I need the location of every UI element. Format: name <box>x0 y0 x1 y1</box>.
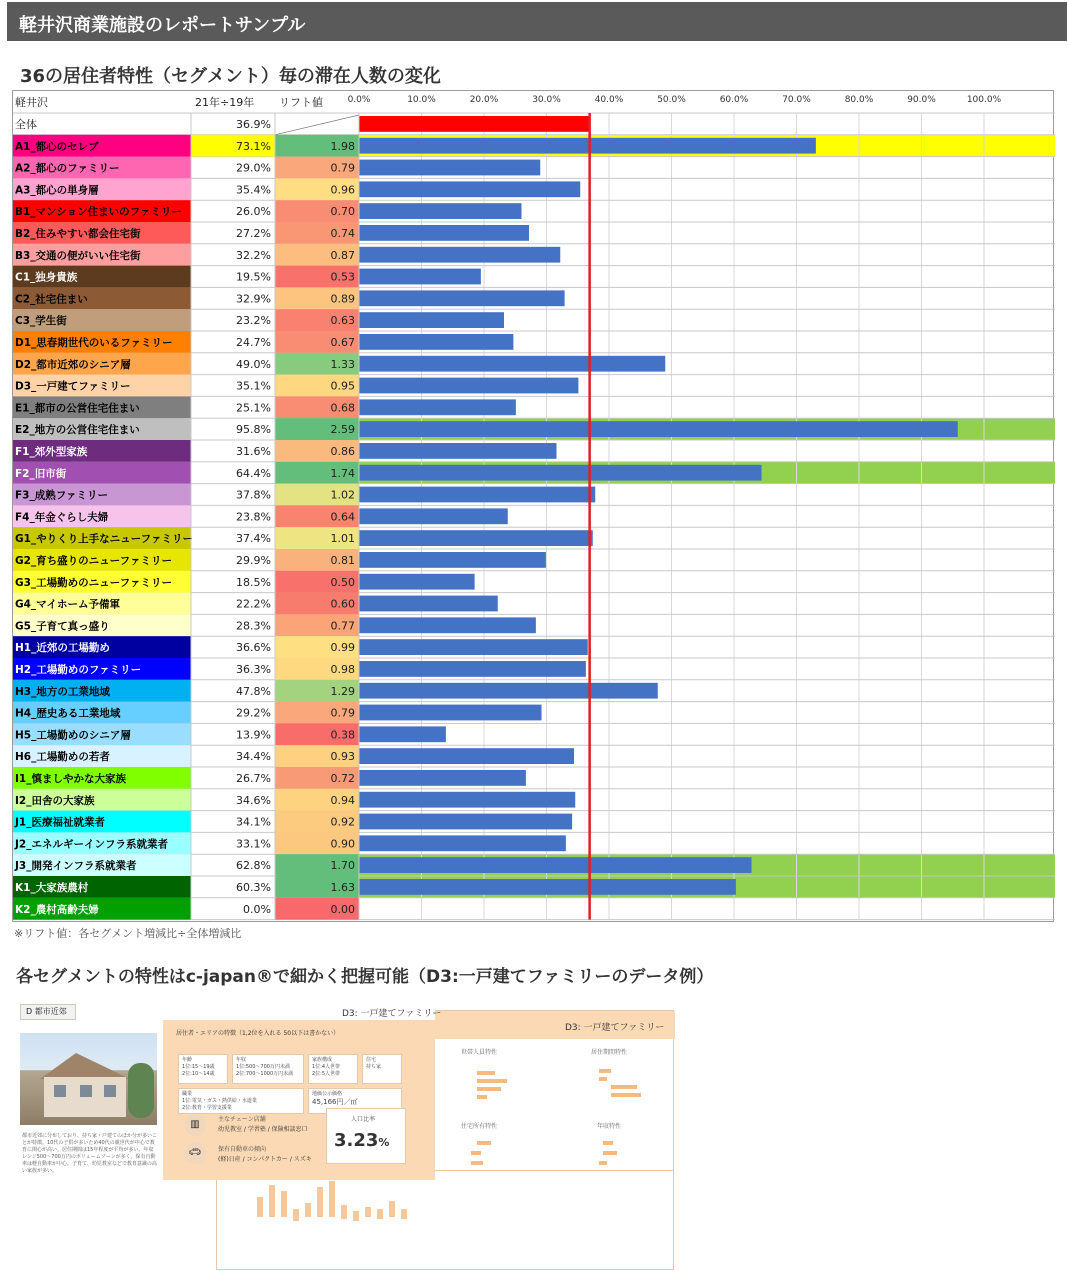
mini-bar <box>477 1087 501 1091</box>
ratio-value: 32.9% <box>236 292 271 306</box>
lift-value: 0.63 <box>330 314 355 328</box>
lift-value: 0.74 <box>330 227 355 240</box>
header-ratio-label: 21年÷19年 <box>195 96 255 109</box>
segment-bar <box>359 508 508 524</box>
mini-chart-title: 年収特性 <box>597 1123 622 1130</box>
ratio-value: 22.2% <box>236 597 271 611</box>
lift-value: 0.93 <box>330 750 355 764</box>
total-bar <box>359 116 590 132</box>
mini-bar <box>603 1141 613 1145</box>
lift-value: 0.72 <box>330 772 355 785</box>
housing-card: 住宅 持ち家 <box>362 1054 402 1084</box>
segment-bar <box>359 552 546 568</box>
segment-bar <box>359 748 574 764</box>
lift-value: 0.89 <box>330 292 355 306</box>
segment-label: H1_近郊の工場勤め <box>15 642 110 655</box>
lift-value: 1.01 <box>330 532 355 546</box>
segment-label: K2_農村高齢夫婦 <box>15 903 99 916</box>
ratio-value: 47.8% <box>236 684 271 698</box>
mini-bar <box>611 1085 637 1089</box>
segment-label: C3_学生街 <box>15 315 67 328</box>
ratio-value: 35.1% <box>236 379 271 393</box>
ratio-value: 18.5% <box>236 575 271 589</box>
segment-bar <box>359 792 575 808</box>
lift-value: 0.92 <box>330 815 355 829</box>
ratio-value: 95.8% <box>236 423 271 437</box>
mini-bar <box>471 1151 481 1155</box>
lift-value: 0.77 <box>330 619 355 633</box>
lift-value: 0.67 <box>330 336 355 349</box>
family-card: 家族構成 1位:4人世帯 2位:5人世帯 <box>308 1054 358 1084</box>
segment-label: G1_やりくり上手なニューファミリー <box>15 533 193 546</box>
segment-label: F2_旧市街 <box>15 467 67 480</box>
lift-value: 0.79 <box>330 706 355 720</box>
x-tick-label: 30.0% <box>532 95 561 105</box>
population-ratio-value <box>334 1130 389 1151</box>
lift-value: 1.70 <box>330 859 355 873</box>
segment-label: B3_交通の便がいい住宅街 <box>15 249 141 262</box>
segment-label: F1_郊外型家族 <box>15 446 88 458</box>
lift-value: 0.86 <box>330 445 355 458</box>
x-tick-label: 20.0% <box>469 95 499 105</box>
segment-bar <box>359 661 586 677</box>
lift-value: 0.87 <box>330 248 355 262</box>
segment-label: J1_医療福祉就業者 <box>15 816 105 829</box>
segment-label: C1_独身貴族 <box>15 271 78 284</box>
segment-bar <box>359 203 522 219</box>
lift-value: 0.90 <box>330 837 355 851</box>
segment-bar <box>359 879 736 895</box>
lift-value: 0.96 <box>330 183 355 197</box>
segment-bar <box>359 399 516 415</box>
example-section-title: 各セグメントの特性はc-japan®で細かく把握可能（D3:一戸建てファミリーのデータ例） <box>16 967 714 987</box>
store-value: 幼児教室 / 学習塾 / 保険相談窓口 <box>218 1126 308 1133</box>
segment-label: I1_慎ましやかな大家族 <box>15 773 126 785</box>
x-tick-label: 70.0% <box>782 95 811 105</box>
mini-column <box>317 1187 323 1217</box>
segment-bar <box>359 247 560 263</box>
segment-label: I2_田舎の大家族 <box>15 794 95 807</box>
population-ratio-number: 3.23 <box>334 1130 379 1151</box>
segment-label: G3_工場勤めのニューファミリー <box>15 576 172 589</box>
report-title: 軽井沢商業施設のレポートサンプル <box>19 15 306 36</box>
segment-label: H4_歴史ある工業地域 <box>15 707 121 720</box>
segment-bar <box>359 705 542 721</box>
job-card: 職業 1位:電気・ガス・熱供給・水道業 2位:教育・学習支援業 <box>178 1088 304 1114</box>
mini-column <box>281 1191 287 1217</box>
lift-value: 1.98 <box>330 139 355 153</box>
x-tick-label: 40.0% <box>594 95 624 105</box>
example-page-column-chart <box>216 1170 674 1270</box>
house-photo <box>20 1033 157 1125</box>
segment-label: E2_地方の公営住宅住まい <box>15 424 140 437</box>
segment-label: K1_大家族農村 <box>15 882 89 894</box>
segment-bar <box>359 290 565 306</box>
ratio-value: 19.5% <box>236 270 271 284</box>
mini-bar <box>471 1161 483 1165</box>
segment-bar <box>359 487 595 503</box>
lift-value: 0.99 <box>330 641 355 655</box>
area-tag: D 都市近郊 <box>20 1004 76 1020</box>
segment-bar <box>359 225 529 241</box>
segment-bar <box>359 617 536 633</box>
ratio-value: 31.6% <box>236 445 271 458</box>
mini-chart-title: 世帯人員特性 <box>461 1049 498 1056</box>
mini-bar <box>477 1095 487 1099</box>
segment-label: E1_都市の公営住宅住まい <box>15 402 140 415</box>
mini-bar <box>599 1069 611 1073</box>
ratio-value: 29.9% <box>236 554 271 567</box>
segment-label: J2_エネルギーインフラ系就業者 <box>15 838 168 851</box>
segment-description: 都市近郊に分布しており、持ち家・戸建てのほか分が多いことが特徴。10代の子供が多いため40代の親世代が中心で教育に関心が高い。居住期間は15年程度が平均が多い。年収レンジ500〜700万円のボリュームゾーンが多く、保有自動車は軽自動車が中心。子育て、幼児教室などで教育意識の高い家族が多い。 <box>22 1133 158 1174</box>
ratio-value: 25.1% <box>236 401 271 415</box>
mini-column <box>377 1209 383 1219</box>
segment-label: C2_社宅住まい <box>15 293 88 306</box>
header-lift-label: リフト値 <box>279 96 323 109</box>
segment-bar <box>359 770 526 786</box>
segment-bar <box>359 356 665 372</box>
ratio-value: 27.2% <box>236 227 271 240</box>
ratio-value: 73.1% <box>236 139 271 153</box>
store-icon: ▥ <box>184 1114 206 1136</box>
lift-value: 0.50 <box>330 575 355 589</box>
segment-bar <box>359 530 593 546</box>
lift-value: 1.29 <box>330 684 355 698</box>
segment-label: H3_地方の工業地域 <box>15 685 110 698</box>
segment-label: G2_育ち盛りのニューファミリー <box>15 555 172 567</box>
x-tick-label: 80.0% <box>844 95 874 105</box>
ratio-value: 60.3% <box>236 881 271 894</box>
ratio-value: 34.6% <box>236 793 271 807</box>
segment-bar <box>359 726 446 742</box>
ratio-value: 24.7% <box>236 336 271 349</box>
segment-bar <box>359 421 958 437</box>
segment-label: A1_都心のセレブ <box>15 140 99 153</box>
ratio-value: 13.9% <box>236 728 271 742</box>
ratio-value: 33.1% <box>236 837 271 851</box>
population-ratio-label: 人口比率 <box>351 1116 376 1123</box>
segment-bar <box>359 814 572 830</box>
lift-value: 0.94 <box>330 793 355 807</box>
ratio-value: 34.4% <box>236 750 271 764</box>
mini-column <box>341 1205 347 1219</box>
segment-bar <box>359 378 578 394</box>
lift-value: 0.95 <box>330 379 355 393</box>
mini-column <box>293 1209 299 1221</box>
total-label: 全体 <box>15 118 37 131</box>
ratio-value: 34.1% <box>236 815 271 829</box>
total-lift-diagonal <box>275 115 359 135</box>
example-page-title: D3: 一戸建てファミリー <box>565 1023 665 1033</box>
header-area-label: 軽井沢 <box>15 96 48 109</box>
segment-label: A3_都心の単身層 <box>15 184 99 197</box>
ratio-value: 23.8% <box>236 510 271 524</box>
segment-bar <box>359 596 498 612</box>
segment-bar <box>359 835 566 851</box>
lift-value: 0.53 <box>330 270 355 284</box>
segment-label: A2_都心のファミリー <box>15 162 120 175</box>
population-ratio-unit: % <box>378 1136 390 1149</box>
mini-chart-title: 住宅所有特性 <box>461 1123 498 1130</box>
segment-bar-chart <box>13 91 1055 923</box>
lift-value: 0.68 <box>330 401 355 415</box>
land-price-value: 45,166円／㎡ <box>312 1098 358 1106</box>
report-header <box>7 2 1067 41</box>
lift-value: 1.33 <box>330 357 355 371</box>
segment-bar <box>359 334 513 350</box>
mini-bar <box>477 1141 491 1145</box>
segment-label: D3_一戸建てファミリー <box>15 380 131 393</box>
mini-column <box>401 1209 407 1219</box>
segment-chart-table <box>12 90 1054 922</box>
segment-label: B2_住みやすい都会住宅街 <box>15 228 141 240</box>
age-card: 年齢 1位:15〜19歳 2位:10〜14歳 <box>178 1054 228 1084</box>
lift-value: 1.02 <box>330 488 355 502</box>
ratio-value: 36.3% <box>236 663 271 676</box>
x-tick-label: 10.0% <box>407 95 436 105</box>
lift-value: 0.70 <box>330 205 355 219</box>
lift-value: 1.63 <box>330 881 355 894</box>
ratio-value: 26.0% <box>236 205 271 219</box>
ratio-value: 29.2% <box>236 706 271 720</box>
x-tick-label: 90.0% <box>907 95 936 105</box>
mini-chart-title: 居住期間特性 <box>591 1049 628 1056</box>
ratio-value: 26.7% <box>236 772 271 785</box>
ratio-value: 28.3% <box>236 619 271 633</box>
lift-value: 0.60 <box>330 597 355 611</box>
segment-bar <box>359 639 588 655</box>
ratio-value: 32.2% <box>236 248 271 262</box>
segment-label: H2_工場勤めのファミリー <box>15 664 142 676</box>
segment-bar <box>359 857 752 873</box>
ratio-value: 64.4% <box>236 466 271 480</box>
car-icon: 🚗︎ <box>184 1142 206 1164</box>
x-tick-label: 50.0% <box>657 95 686 105</box>
segment-label: B1_マンション住まいのファミリー <box>15 206 182 219</box>
segment-label: H6_工場勤めの若者 <box>15 751 110 764</box>
lift-value: 0.38 <box>330 728 355 742</box>
total-value-label: 36.9% <box>236 118 271 131</box>
land-price-label: 地価公示価格 <box>312 1091 343 1097</box>
lift-value: 0.64 <box>330 510 355 524</box>
income-card: 年収 1位:500〜700万円未満 2位:700〜1000万円未満 <box>232 1054 304 1084</box>
lift-value: 2.59 <box>330 423 355 437</box>
segment-bar <box>359 683 658 699</box>
car-label: 保有自動車の傾向 <box>218 1146 267 1153</box>
ratio-value: 37.8% <box>236 488 271 502</box>
example-page-profile <box>8 998 442 1180</box>
segment-label: F3_成熟ファミリー <box>15 489 109 502</box>
segment-bar <box>359 465 762 481</box>
mini-bar <box>477 1079 507 1083</box>
x-tick-label: 0.0% <box>347 95 371 105</box>
mini-column <box>269 1185 275 1217</box>
segment-bar <box>359 443 557 459</box>
lift-value: 0.81 <box>330 554 355 567</box>
segment-label: D1_思春期世代のいるファミリー <box>15 337 173 349</box>
x-tick-label: 100.0% <box>966 95 1002 105</box>
segment-bar <box>359 181 580 197</box>
mini-column <box>353 1211 359 1221</box>
profile-card-heading: 居住者・エリアの特徴（1,2位を入れる 50以下は書かない） <box>176 1030 340 1037</box>
segment-label: J3_開発インフラ系就業者 <box>15 860 137 873</box>
x-tick-label: 60.0% <box>719 95 749 105</box>
ratio-value: 35.4% <box>236 183 271 197</box>
segment-label: H5_工場勤めのシニア層 <box>15 729 131 742</box>
car-value: (軽)日産 / コンパクトカー / スズキ <box>218 1156 312 1163</box>
segment-label: D2_都市近郊のシニア層 <box>15 358 131 371</box>
mini-column <box>365 1207 371 1217</box>
mini-bar <box>611 1093 641 1097</box>
mini-bar <box>477 1071 495 1075</box>
lift-value: 1.74 <box>330 466 355 480</box>
ratio-value: 36.6% <box>236 641 271 655</box>
ratio-value: 62.8% <box>236 859 271 873</box>
segment-bar <box>359 574 475 590</box>
ratio-value: 49.0% <box>236 357 271 371</box>
ratio-value: 23.2% <box>236 314 271 328</box>
store-label: 主なチェーン店舗 <box>218 1116 266 1123</box>
mini-column <box>389 1201 395 1217</box>
ratio-value: 29.0% <box>236 161 271 175</box>
chart-section-title: 36の居住者特性（セグメント）毎の滞在人数の変化 <box>20 66 441 87</box>
mini-column <box>305 1203 311 1217</box>
lift-footnote: ※リフト値：各セグメント増減比÷全体増減比 <box>14 927 242 940</box>
ratio-value: 0.0% <box>243 902 271 916</box>
mini-bar <box>603 1151 617 1155</box>
segment-label: G4_マイホーム予備軍 <box>15 598 120 611</box>
segment-bar <box>359 312 504 328</box>
mini-bar <box>599 1077 607 1081</box>
segment-bar <box>359 138 816 154</box>
segment-bar <box>359 269 481 285</box>
profile-title: D3: 一戸建てファミリー <box>342 1009 442 1019</box>
lift-value: 0.00 <box>330 902 355 916</box>
segment-label: F4_年金ぐらし夫婦 <box>15 511 109 524</box>
segment-label: G5_子育て真っ盛り <box>15 620 110 633</box>
segment-bar <box>359 160 540 176</box>
lift-value: 0.79 <box>330 161 355 175</box>
mini-column <box>329 1181 335 1217</box>
mini-column <box>257 1197 263 1217</box>
lift-value: 0.98 <box>330 663 355 676</box>
mini-bar <box>599 1161 607 1165</box>
ratio-value: 37.4% <box>236 532 271 546</box>
